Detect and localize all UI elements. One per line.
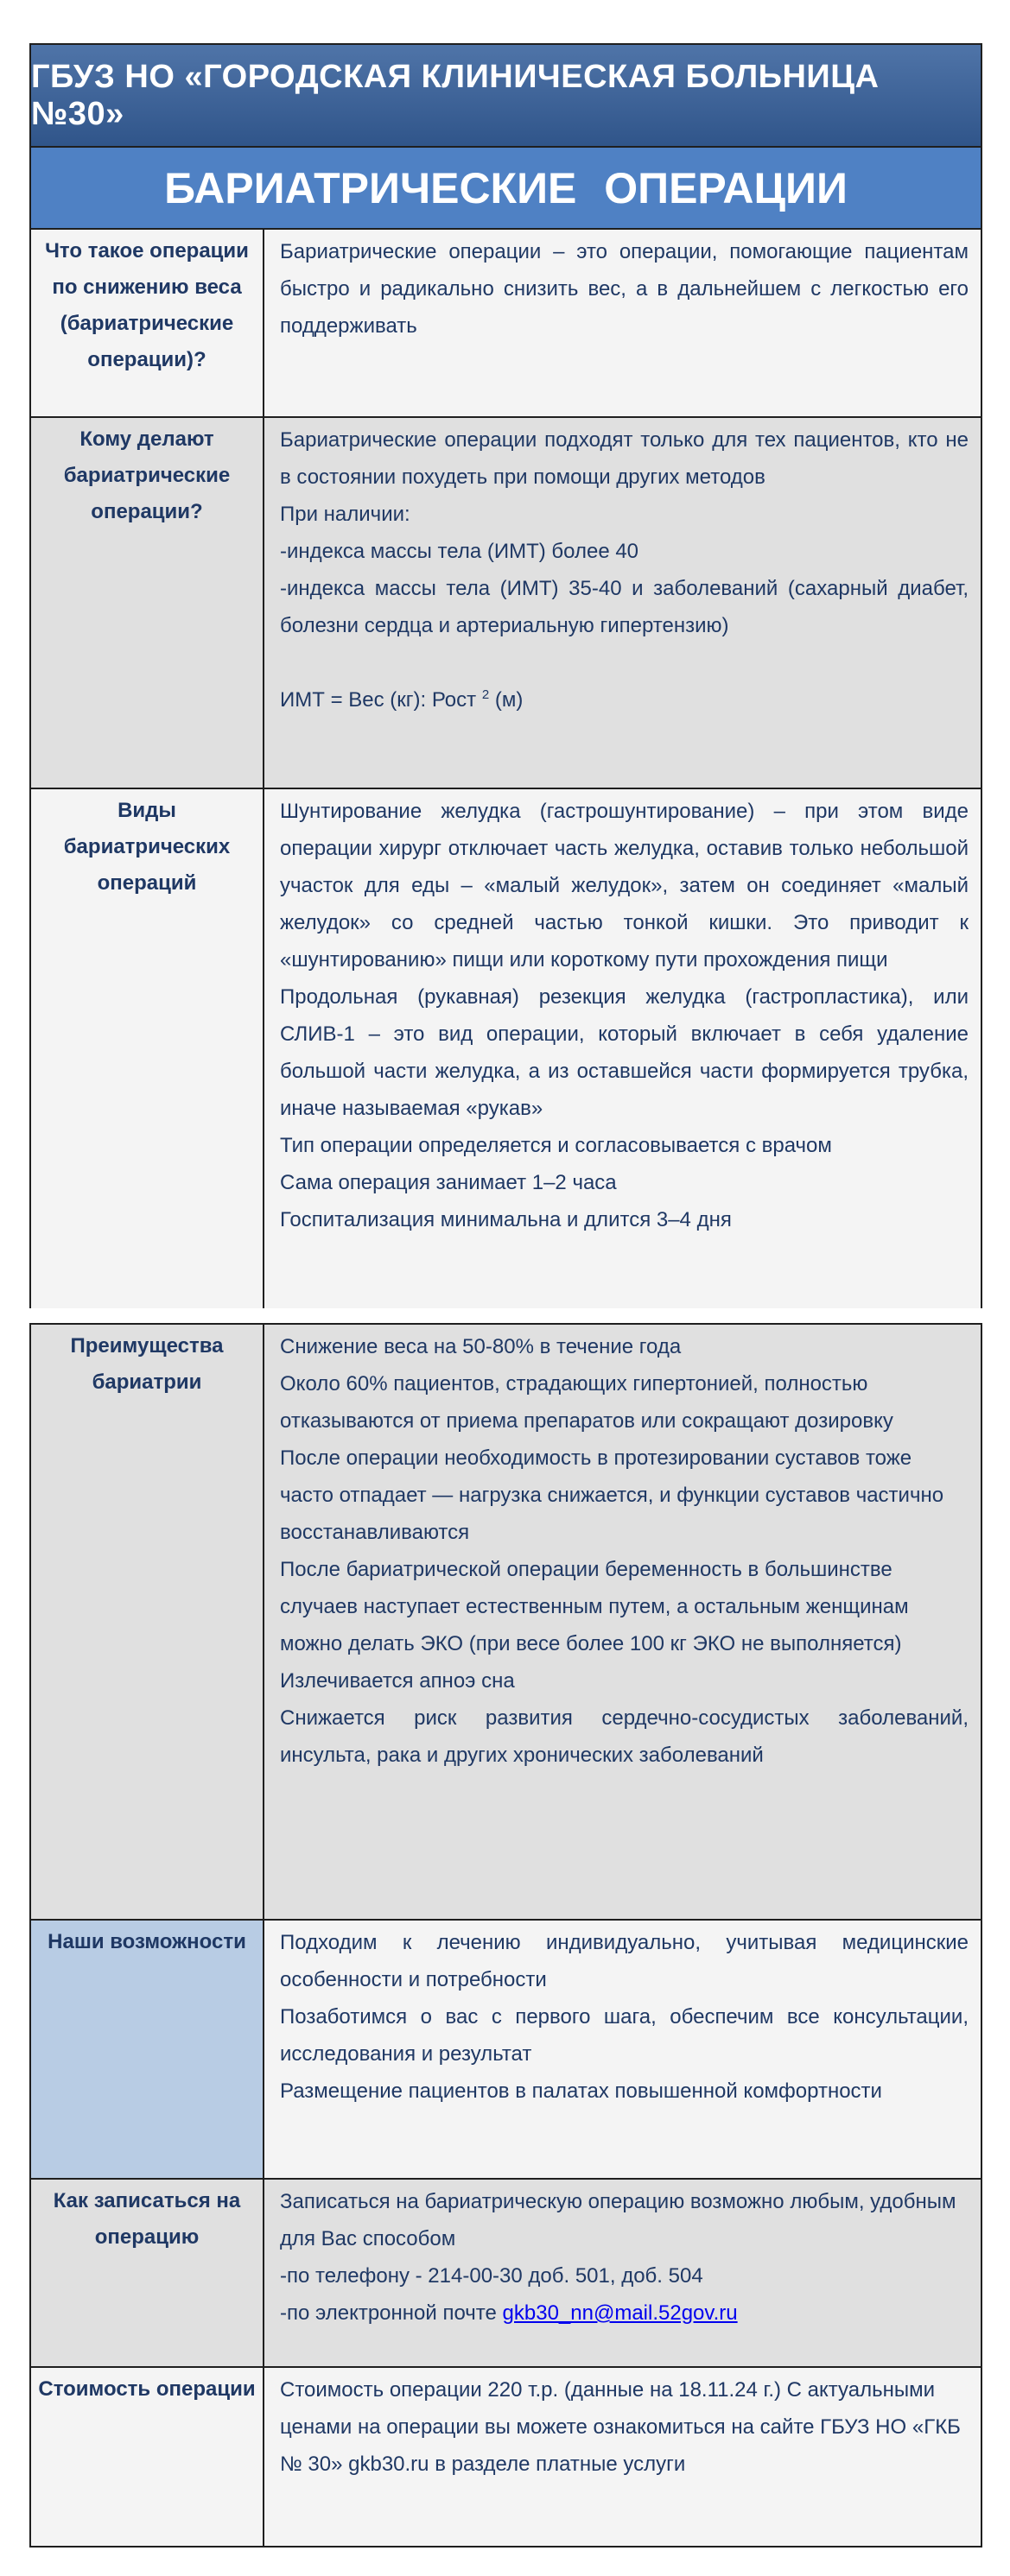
paragraph: Размещение пациентов в палатах повышенной комфортности <box>280 2079 882 2103</box>
paragraph: Сама операция занимает 1–2 часа <box>280 1171 617 1194</box>
row-types-text <box>264 789 981 1308</box>
row-benefits-text <box>264 1325 981 1919</box>
row-cost <box>31 2368 981 2546</box>
row-capabilities-label: Наши возможности <box>31 1921 264 2178</box>
paragraph: -индекса массы тела (ИМТ) 35-40 и заболеваний (сахарный диабет, болезни сердца и артериальную гипертензию) <box>280 577 969 637</box>
paragraph: Бариатрические операции подходят только для тех пациентов, кто не в состоянии похудеть при помощи других методов <box>280 428 969 489</box>
paragraph: Записаться на бариатрическую операцию возможно любым, удобным для Вас способом <box>280 2190 956 2250</box>
row-who-text <box>264 418 981 788</box>
row-benefits-label: Преимущества бариатрии <box>31 1325 264 1919</box>
paragraph: -по телефону - 214-00-30 доб. 501, доб. 504 <box>280 2264 703 2288</box>
info-table-top <box>29 43 982 1308</box>
row-who-label: Кому делают бариатрические операции? <box>31 418 264 788</box>
paragraph: Тип операции определяется и согласовывается с врачом <box>280 1134 832 1157</box>
row-what-text: Бариатрические операции – это операции, помогающие пациентам быстро и радикально снизить вес, а в дальнейшем с легкостью его поддерживать <box>280 240 969 338</box>
row-signup-text <box>264 2180 981 2366</box>
paragraph: После операции необходимость в протезировании суставов тоже часто отпадает — нагрузка снижается, и функции суставов частично восстанавливаются <box>280 1446 944 1544</box>
paragraph: Около 60% пациентов, страдающих гипертонией, полностью отказываются от приема препаратов или сокращают дозировку <box>280 1372 893 1433</box>
info-table-bottom <box>29 1323 982 2548</box>
email-link[interactable]: gkb30_nn@mail.52gov.ru <box>502 2301 738 2325</box>
paragraph: -по электронной почте gkb30_nn@mail.52gov.ru <box>280 2301 738 2325</box>
paragraph: Подходим к лечению индивидуально, учитывая медицинские особенности и потребности <box>280 1931 969 1991</box>
paragraph: Излечивается апноэ сна <box>280 1669 515 1693</box>
row-capabilities-text <box>264 1921 981 2178</box>
row-types <box>31 789 981 1308</box>
row-capabilities <box>31 1921 981 2180</box>
paragraph: -индекса массы тела (ИМТ) более 40 <box>280 540 639 563</box>
paragraph: Продольная (рукавная) резекция желудка (гастропластика), или СЛИВ-1 – это вид операции, который включает в себя удаление большой части желудка, а из оставшейся части формируется трубка, иначе называемая «рукав» <box>280 985 969 1120</box>
row-who <box>31 418 981 789</box>
row-what-label: Что такое операции по снижению веса (бариатрические операции)? <box>31 230 264 416</box>
row-benefits <box>31 1325 981 1921</box>
row-what <box>31 230 981 418</box>
paragraph: При наличии: <box>280 503 410 526</box>
row-types-label: Виды бариатрических операций <box>31 789 264 1308</box>
paragraph: После бариатрической операции беременность в большинстве случаев наступает естественным путем, а остальным женщинам можно делать ЭКО (при весе более 100 кг ЭКО не выполняется) <box>280 1558 909 1655</box>
section-title: БАРИАТРИЧЕСКИЕ ОПЕРАЦИИ <box>164 163 848 212</box>
row-cost-text: Стоимость операции 220 т.р. (данные на 18.11.24 г.) С актуальными ценами на операции вы можете ознакомиться на сайте ГБУЗ НО «ГКБ № 30» gkb30.ru в разделе платные услуги <box>280 2378 961 2476</box>
row-cost-label: Стоимость операции <box>31 2368 264 2546</box>
section-header <box>31 148 981 230</box>
row-signup-label: Как записаться на операцию <box>31 2180 264 2366</box>
bmi-formula: ИМТ = Вес (кг): Рост $^2$ (м) <box>280 687 524 712</box>
paragraph: Позаботимся о вас с первого шага, обеспечим все консультации, исследования и результат <box>280 2005 969 2066</box>
paragraph: Госпитализация минимальна и длится 3–4 дня <box>280 1208 732 1231</box>
paragraph: Снижение веса на 50-80% в течение года <box>280 1335 682 1358</box>
org-title: ГБУЗ НО «ГОРОДСКАЯ КЛИНИЧЕСКАЯ БОЛЬНИЦА №30» <box>31 58 880 132</box>
paragraph: Шунтирование желудка (гастрошунтирование) – при этом виде операции хирург отключает часть желудка, оставив только небольшой участок для еды – «малый желудок», затем он соединяет «малый желудок» со средней частью тонкой кишки. Это приводит к «шунтированию» пищи или короткому пути прохождения пищи <box>280 800 969 972</box>
row-signup <box>31 2180 981 2368</box>
paragraph: Снижается риск развития сердечно-сосудистых заболеваний, инсульта, рака и других хронических заболеваний <box>280 1706 969 1767</box>
org-header <box>31 45 981 148</box>
